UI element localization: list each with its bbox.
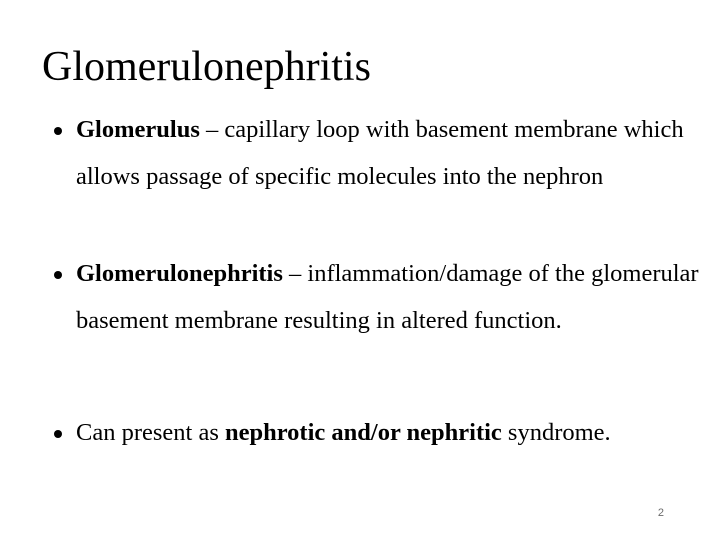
page-number: 2: [657, 507, 664, 519]
bullet-term: nephrotic and/or nephritic: [225, 419, 502, 446]
bullet-term: Glomerulus: [76, 116, 200, 143]
bullet-dot-icon: [54, 127, 62, 135]
bullet-item-glomerulus: [76, 106, 706, 200]
bullet-description: – capillary loop with basement membrane which allows passage of specific molecules into the nephron: [76, 116, 684, 190]
bullet-dot-icon: [54, 430, 62, 438]
bullet-dot-icon: [54, 271, 62, 279]
bullet-item-presentation: [76, 409, 706, 456]
bullet-item-glomerulonephritis: [76, 250, 706, 344]
slide-title: Glomerulonephritis: [42, 44, 371, 90]
bullet-prefix: Can present as: [76, 419, 225, 446]
bullet-description: – inflammation/damage of the glomerular basement membrane resulting in altered function.: [76, 260, 699, 334]
bullet-term: Glomerulonephritis: [76, 260, 283, 287]
bullet-suffix: syndrome.: [501, 419, 611, 446]
